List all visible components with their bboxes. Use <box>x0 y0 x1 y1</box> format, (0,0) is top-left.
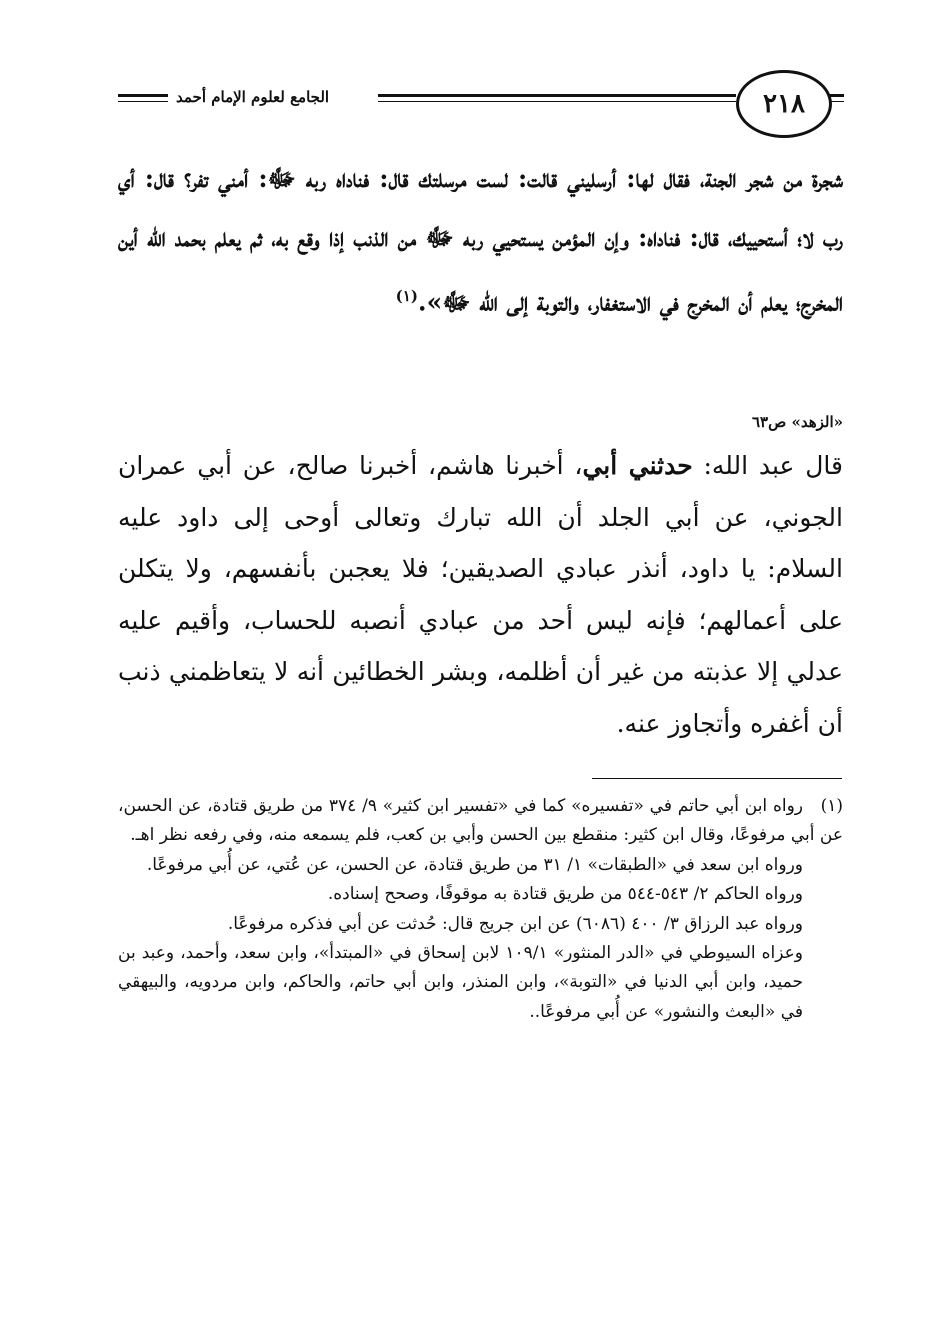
footnote-separator <box>592 778 842 779</box>
footnote-paragraph: ورواه الحاكم ٢/ ٥٤٣-٥٤٤ من طريق قتادة به موقوفًا، وصحح إسناده. <box>327 884 803 905</box>
narration-text <box>118 440 843 749</box>
page-header <box>0 66 930 138</box>
header-rule-left-thin <box>118 101 168 102</box>
footnote-marker: (١) <box>820 796 844 816</box>
footnote-reference: (١) <box>395 287 418 305</box>
main-text <box>118 150 843 332</box>
footnote-paragraph: وعزاه السيوطي في «الدر المنثور» ١٠٩/١ لابن إسحاق في «المبتدأ»، وابن سعد، وأحمد، وعبد بن حميد، وابن أبي الدنيا في «التوبة»، وابن المنذر، وابن أبي حاتم، والحاكم، وابن مردويه، والبيهقي في «البعث والنشور» عن أُبي مرفوعًا.. <box>118 943 803 1022</box>
header-rule-middle <box>378 94 736 97</box>
header-rule-left <box>118 94 168 97</box>
narration-intro: قال عبد الله: <box>692 451 843 480</box>
narration-body: ، أخبرنا هاشم، أخبرنا صالح، عن أبي عمران الجوني، عن أبي الجلد أن الله تبارك وتعالى أوحى إلى داود عليه السلام: يا داود، أنذر عبادي الصديقين؛ فلا يعجبن بأنفسهم، ولا يتكلن على أعمالهم؛ فإنه ليس أحد من عبادي أنصبه للحساب، وأقيم عليه عدلي إلا عذبته من غير أن أظلمه، وبشر الخطائين أنه لا يتعاظمني ذنب أن أغفره وأتجاوز عنه. <box>118 451 843 738</box>
page-number: ٢١٨ <box>736 70 832 138</box>
footnotes <box>118 792 843 1027</box>
header-rule-middle-thin <box>378 101 736 102</box>
book-title: الجامع لعلوم الإمام أحمد <box>170 88 335 106</box>
footnote-paragraph: (١)رواه ابن أبي حاتم في «تفسيره» كما في «تفسير ابن كثير» ٩/ ٣٧٤ من طريق قتادة، عن الحسن، عن أبي مرفوعًا، وقال ابن كثير: منقطع بين الحسن وأبي بن كعب، فلم يسمعه منه، وفي رفعه نظر اهـ. <box>118 792 843 851</box>
narration-chain-highlight: حدثني أبي <box>582 451 693 480</box>
source-citation: «الزهد» ص٦٣ <box>751 413 843 431</box>
footnote-paragraph: ورواه عبد الرزاق ٣/ ٤٠٠ (٦٠٨٦) عن ابن جريج قال: حُدثت عن أبي فذكره مرفوعًا. <box>227 913 803 934</box>
footnote-paragraph: ورواه ابن سعد في «الطبقات» ١/ ٣١ من طريق قتادة، عن الحسن، عن عُتي، عن أُبي مرفوعًا. <box>146 854 803 875</box>
main-paragraph: شجرة من شجر الجنة، فقال لها: أرسليني قالت: لست مرسلتك قال: فناداه ربه ﷻ: أمني تفر؟ قال: أي رب لا؛ أستحييك، قال: فناداه: وإن المؤمن يستحيي ربه ﷻ من الذنب إذا وقع به، ثم يعلم بحمد الله أين المخرج؛ يعلم أن المخرج في الاستغفار، والتوبة إلى الله ﷻ». <box>118 164 843 317</box>
